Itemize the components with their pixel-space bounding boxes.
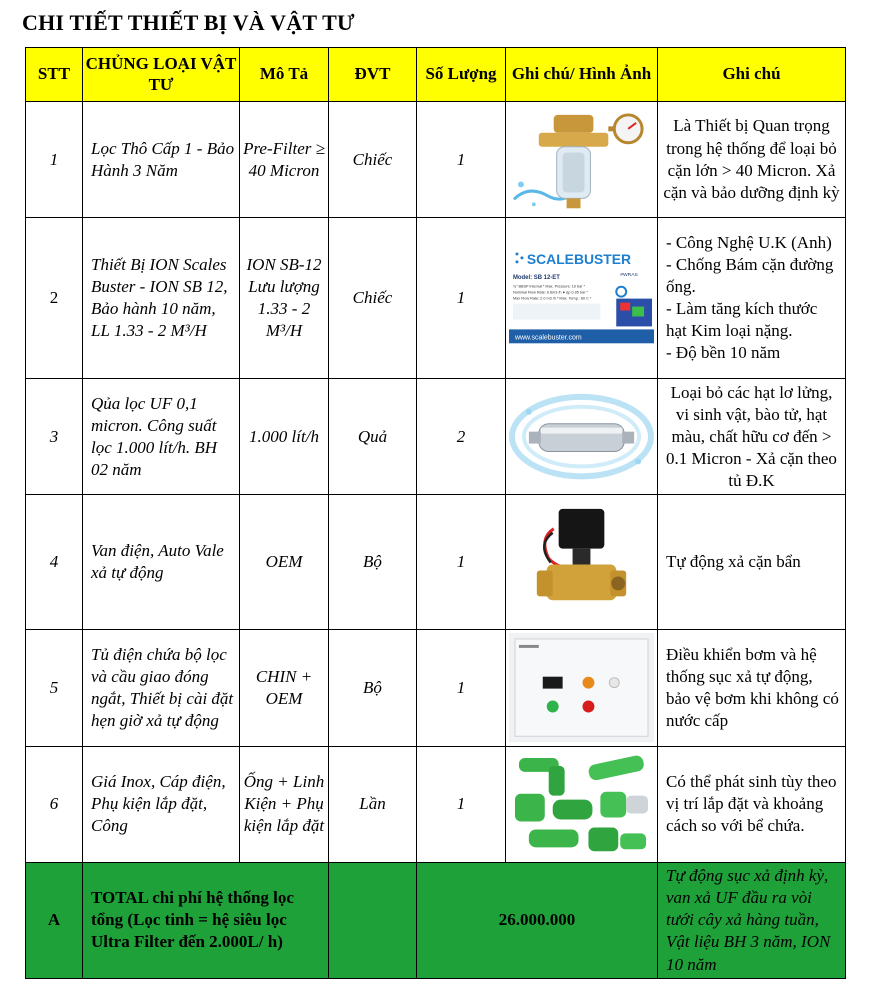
row-unit: Bộ bbox=[329, 630, 417, 746]
row-type: Qủa lọc UF 0,1 micron. Công suất lọc 1.000 lít/h. BH 02 năm bbox=[83, 379, 240, 495]
header-note: Ghi chú bbox=[658, 48, 846, 102]
table-row bbox=[26, 495, 846, 630]
table-row bbox=[26, 218, 846, 379]
uf-filter-image bbox=[509, 382, 654, 491]
row-desc: 1.000 lít/h bbox=[240, 379, 329, 495]
note-line: - Công Nghệ U.K (Anh) bbox=[666, 232, 832, 252]
row-note bbox=[658, 218, 846, 379]
row-qty: 1 bbox=[417, 218, 506, 379]
row-desc: CHIN + OEM bbox=[240, 630, 329, 746]
row-qty: 2 bbox=[417, 379, 506, 495]
row-desc: Ống + Linh Kiện + Phụ kiện lắp đặt bbox=[240, 746, 329, 862]
row-desc: ION SB-12 Lưu lượng 1.33 - 2 M³/H bbox=[240, 218, 329, 379]
row-stt: 4 bbox=[26, 495, 83, 630]
total-stt: A bbox=[26, 862, 83, 978]
row-qty: 1 bbox=[417, 630, 506, 746]
scalebuster-label-image bbox=[509, 244, 654, 353]
row-stt: 5 bbox=[26, 630, 83, 746]
table-row bbox=[26, 379, 846, 495]
row-image bbox=[506, 495, 658, 630]
row-type: Thiết Bị ION Scales Buster - ION SB 12, Bảo hành 10 năm, LL 1.33 - 2 M³/H bbox=[83, 218, 240, 379]
row-image bbox=[506, 102, 658, 218]
row-stt: 2 bbox=[26, 218, 83, 379]
total-empty bbox=[329, 862, 417, 978]
total-amount: 26.000.000 bbox=[417, 862, 658, 978]
scalebuster-line2: Nominal Flow Rate: 0.6m3 /h ● Δp 0.05 bar * bbox=[512, 290, 588, 295]
header-unit: ĐVT bbox=[329, 48, 417, 102]
row-qty: 1 bbox=[417, 102, 506, 218]
table-row bbox=[26, 746, 846, 862]
scalebuster-url: www.scalebuster.com bbox=[514, 333, 582, 341]
note-line: - Làm tăng kích thước hạt Kim loại nặng. bbox=[666, 299, 818, 341]
row-qty: 1 bbox=[417, 495, 506, 630]
equipment-table bbox=[25, 47, 846, 979]
row-desc: OEM bbox=[240, 495, 329, 630]
note-line: - Chống Bám cặn đường ống. bbox=[666, 255, 834, 297]
row-note: Loại bỏ các hạt lơ lửng, vi sinh vật, bào tử, hạt màu, chất hữu cơ đến > 0.1 Micron - Xả cặn theo tủ Đ.K bbox=[658, 379, 846, 495]
scalebuster-model: Model: SB 12-ET bbox=[512, 274, 560, 281]
table-row bbox=[26, 630, 846, 746]
header-type: CHỦNG LOẠI VẬT TƯ bbox=[83, 48, 240, 102]
scalebuster-brand: SCALEBUSTER bbox=[526, 250, 632, 267]
row-image bbox=[506, 746, 658, 862]
scalebuster-line1: ¾" BBSP internal * Max. Pressure: 10 bar * bbox=[512, 284, 585, 289]
header-stt: STT bbox=[26, 48, 83, 102]
row-image bbox=[506, 218, 658, 379]
scalebuster-badge: #WRAS bbox=[620, 272, 638, 278]
total-row bbox=[26, 862, 846, 978]
header-qty: Số Lượng bbox=[417, 48, 506, 102]
control-cabinet-image bbox=[509, 633, 654, 742]
row-note: Điều khiển bơm và hệ thống sục xả tự động, bảo vệ bơm khi không có nước cấp bbox=[658, 630, 846, 746]
table-header-row bbox=[26, 48, 846, 102]
row-qty: 1 bbox=[417, 746, 506, 862]
pipe-fittings-image bbox=[509, 750, 654, 859]
row-unit: Quả bbox=[329, 379, 417, 495]
row-note: Là Thiết bị Quan trọng trong hệ thống để loại bỏ cặn lớn > 40 Micron. Xả cặn và bảo dưỡng định kỳ bbox=[658, 102, 846, 218]
row-type: Giá Inox, Cáp điện, Phụ kiện lắp đặt, Công bbox=[83, 746, 240, 862]
header-desc: Mô Tả bbox=[240, 48, 329, 102]
row-type: Lọc Thô Cấp 1 - Bảo Hành 3 Năm bbox=[83, 102, 240, 218]
row-type: Tủ điện chứa bộ lọc và cầu giao đóng ngắt, Thiết bị cài đặt hẹn giờ xả tự động bbox=[83, 630, 240, 746]
solenoid-valve-image bbox=[509, 499, 654, 626]
row-type: Van điện, Auto Vale xả tự động bbox=[83, 495, 240, 630]
row-desc: Pre-Filter ≥ 40 Micron bbox=[240, 102, 329, 218]
row-image bbox=[506, 630, 658, 746]
total-note: Tự động sục xả định kỳ, van xả UF đầu ra vòi tưới cây xả hàng tuần, Vật liệu BH 3 năm, ION 10 năm bbox=[658, 862, 846, 978]
row-unit: Chiếc bbox=[329, 102, 417, 218]
row-image bbox=[506, 379, 658, 495]
header-img: Ghi chú/ Hình Ảnh bbox=[506, 48, 658, 102]
note-line: - Độ bền 10 năm bbox=[666, 343, 781, 363]
row-unit: Lần bbox=[329, 746, 417, 862]
row-unit: Bộ bbox=[329, 495, 417, 630]
row-note: Có thể phát sinh tùy theo vị trí lắp đặt và khoảng cách so với bể chứa. bbox=[658, 746, 846, 862]
scalebuster-line3: Max Flow Rate: 2.0 m3 /h * Max. Temp.: 60 C * bbox=[512, 296, 592, 301]
row-stt: 1 bbox=[26, 102, 83, 218]
total-label: TOTAL chi phí hệ thống lọc tổng (Lọc tinh = hệ siêu lọc Ultra Filter đến 2.000L/ h) bbox=[83, 862, 329, 978]
page-title: CHI TIẾT THIẾT BỊ VÀ VẬT TƯ bbox=[22, 10, 355, 35]
row-unit: Chiếc bbox=[329, 218, 417, 379]
row-stt: 3 bbox=[26, 379, 83, 495]
table-row bbox=[26, 102, 846, 218]
row-note: Tự động xả cặn bẩn bbox=[658, 495, 846, 630]
row-stt: 6 bbox=[26, 746, 83, 862]
pre-filter-image bbox=[509, 105, 654, 214]
